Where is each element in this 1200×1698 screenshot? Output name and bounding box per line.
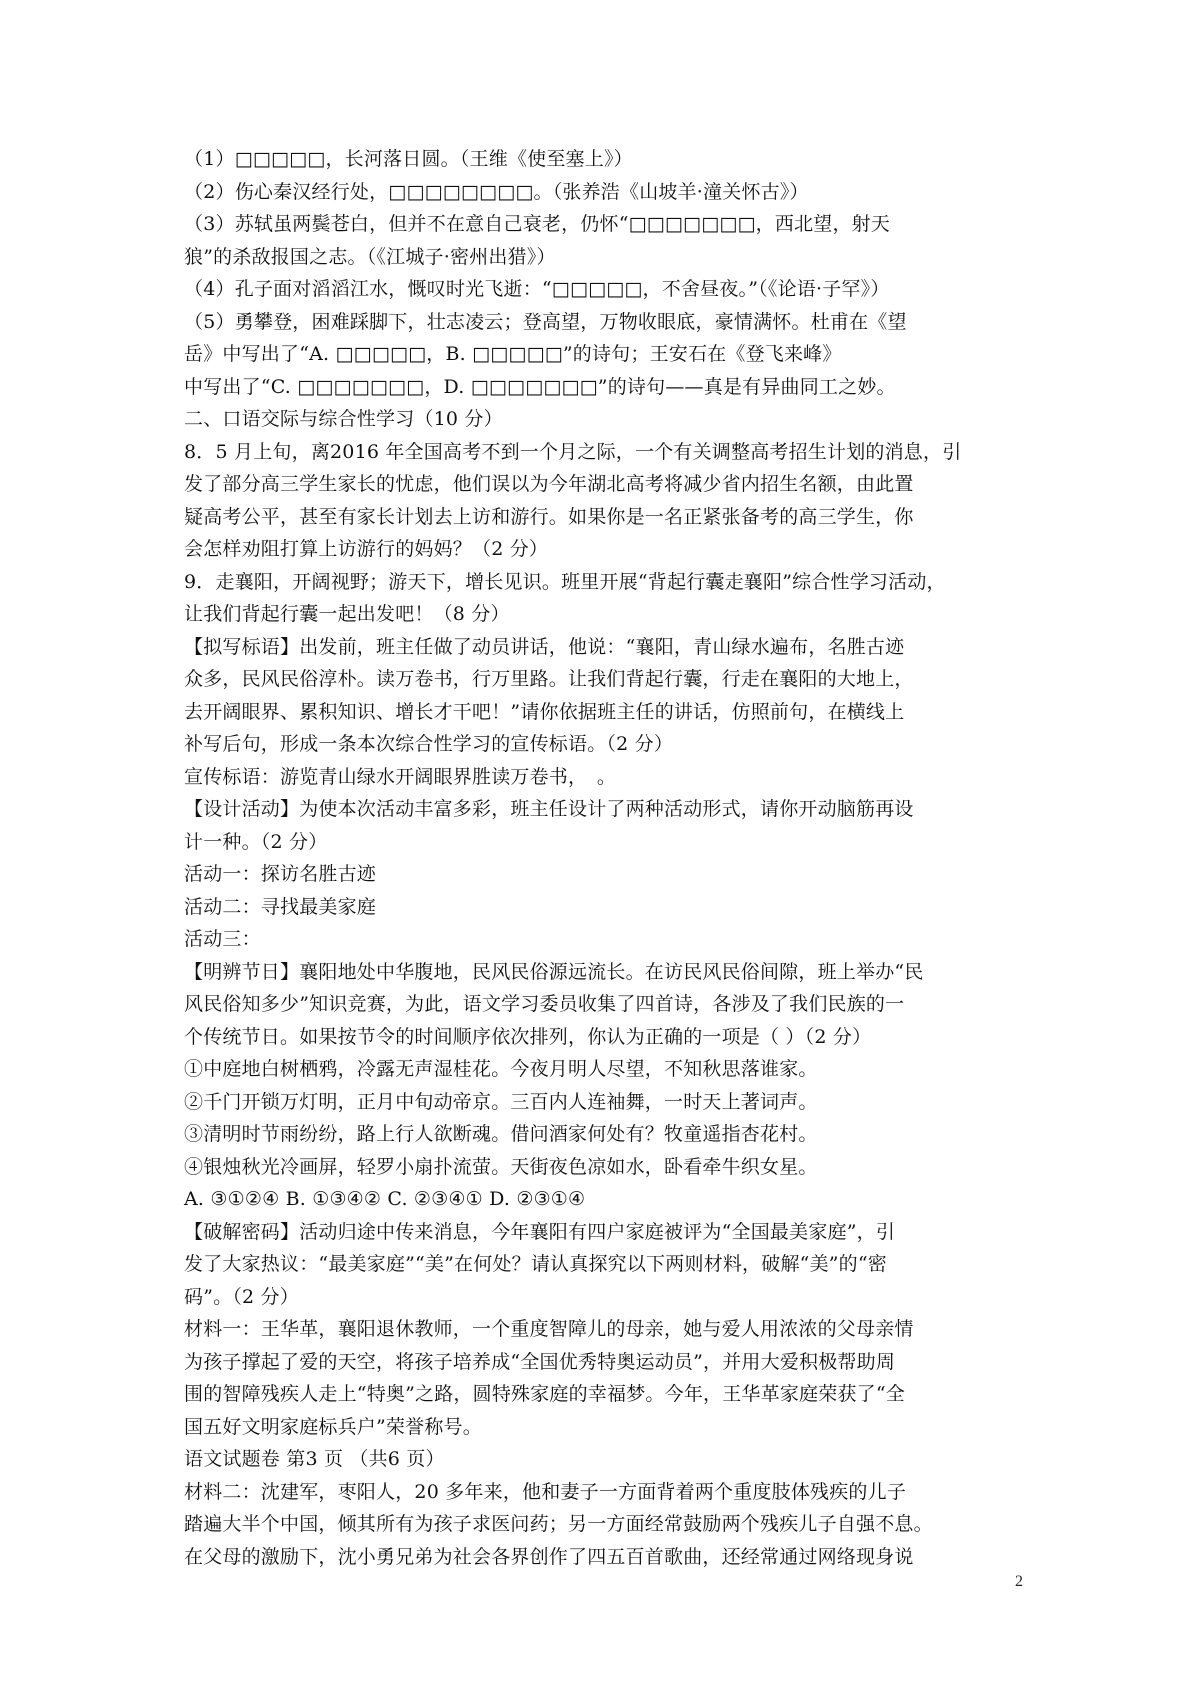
poem-line: ①中庭地白树栖鸦，冷露无声湿桂花。今夜月明人尽望，不知秋思落谁家。 [184,1058,818,1080]
text-line: 【拟写标语】出发前，班主任做了动员讲话，他说：“襄阳，青山绿水遍布，名胜古迹 [184,635,905,658]
activity-item: 活动三： [184,928,261,950]
activity-item: 活动一：探访名胜古迹 [184,863,377,885]
page-footer-text: 语文试题卷 第3 页 （共6 页） [184,1448,445,1470]
text-line: 【破解密码】活动归途中传来消息，今年襄阳有四户家庭被评为“全国最美家庭”，引 [184,1220,896,1243]
text-line: 中写出了“C. □□□□□□□，D. □□□□□□□”的诗句——真是有异曲同工之妙。 [184,375,896,398]
text-line: 踏遍大半个中国，倾其所有为孩子求医问药；另一方面经常鼓励两个残疾儿子自强不息。 [184,1513,933,1535]
text-line: 让我们背起行囊一起出发吧！（8 分） [184,603,510,625]
text-line: （2）伤心秦汉经行处，□□□□□□□□。（张养浩《山坡羊·潼关怀古》） [184,180,809,203]
text-line: 发了大家热议：“最美家庭”“美”在何处？请认真探究以下两则材料，破解“美”的“密 [184,1253,887,1275]
page-number: 2 [1015,1573,1023,1590]
text-line: 【明辨节日】襄阳地处中华腹地，民风民俗源远流长。在访民风民俗间隙，班上举办“民 [184,960,924,983]
text-line: 补写后句，形成一条本次综合性学习的宣传标语。（2 分） [184,733,674,755]
text-line: 围的智障残疾人走上“特奥”之路，圆特殊家庭的幸福梦。今年，王华革家庭荣获了“全 [184,1383,905,1405]
text-line: 为孩子撑起了爱的天空，将孩子培养成“全国优秀特奥运动员”，并用大爱积极帮助周 [184,1350,896,1373]
text-line: 疑高考公平，甚至有家长计划去上访和游行。如果你是一名正紧张备考的高三学生，你 [184,505,914,528]
text-line: （3）苏轼虽两鬓苍白，但并不在意自己衰老，仍怀“□□□□□□□，西北望，射天 [184,213,891,235]
poem-line: ②千门开锁万灯明，正月中旬动帝京。三百内人连袖舞，一时天上著词声。 [184,1090,818,1113]
text-line: （1）□□□□□，长河落日圆。（王维《使至塞上》） [184,148,633,170]
text-line: （5）勇攀登，困难踩脚下，壮志凌云；登高望，万物收眼底，豪情满怀。杜甫在《望 [184,310,907,333]
text-line: 【设计活动】为使本次活动丰富多彩，班主任设计了两种活动形式，请你开动脑筋再设 [184,798,914,820]
section-heading: 二、口语交际与综合性学习（10 分） [184,408,503,430]
poem-line: ③清明时节雨纷纷，路上行人欲断魂。借问酒家何处有？牧童遥指杏花村。 [184,1123,818,1145]
question-9: 9．走襄阳，开阔视野；游天下，增长见识。班里开展“背起行囊走襄阳”综合性学习活动， [184,570,946,593]
text-line: 去开阔眼界、累积知识、增长才干吧！”请你依据班主任的讲话，仿照前句，在横线上 [184,700,905,723]
text-line: 会怎样劝阻打算上访游行的妈妈？（2 分） [184,538,549,560]
text-line: 狼”的杀敌报国之志。（《江城子·密州出猎》） [184,245,556,268]
text-line: 码”。（2 分） [184,1285,299,1308]
poem-line: ④银烛秋光冷画屏，轻罗小扇扑流萤。天街夜色凉如水，卧看牵牛织女星。 [184,1155,818,1178]
activity-item: 活动二：寻找最美家庭 [184,895,377,918]
text-line: 材料一：王华革，襄阳退休教师，一个重度智障儿的母亲，她与爱人用浓浓的父母亲情 [184,1318,914,1340]
text-line: 岳》中写出了“A. □□□□□，B. □□□□□”的诗句；王安石在《登飞来峰》 [184,343,842,365]
text-line: 众多，民风民俗淳朴。读万卷书，行万里路。让我们背起行囊，行走在襄阳的大地上， [184,668,914,690]
text-line: 材料二：沈建军，枣阳人，20 多年来，他和妻子一方面背着两个重度肢体残疾的儿子 [184,1480,907,1503]
document-body [184,143,1044,1573]
text-line: 国五好文明家庭标兵户”荣誉称号。 [184,1415,482,1438]
slogan-line: 宣传标语：游览青山绿水开阔眼界胜读万卷书， 。 [184,765,617,788]
text-line: 计一种。（2 分） [184,830,328,853]
text-line: 风民俗知多少”知识竞赛，为此，语文学习委员收集了四首诗，各涉及了我们民族的一 [184,993,905,1015]
answer-options: A. ③①②④ B. ①③④② C. ②③④① D. ②③①④ [184,1188,586,1210]
text-line: 发了部分高三学生家长的忧虑，他们误以为今年湖北高考将减少省内招生名额，由此置 [184,473,914,495]
text-line: 在父母的激励下，沈小勇兄弟为社会各界创作了四五百首歌曲，还经常通过网络现身说 [184,1545,914,1568]
text-line: 个传统节日。如果按节令的时间顺序依次排列，你认为正确的一项是（ ）（2 分） [184,1025,872,1048]
question-8: 8．5 月上旬，离2016 年全国高考不到一个月之际，一个有关调整高考招生计划的消息，引 [184,440,962,463]
text-line: （4）孔子面对滔滔江水，慨叹时光飞逝：“□□□□□，不舍昼夜。”（《论语·子罕》） [184,278,890,300]
